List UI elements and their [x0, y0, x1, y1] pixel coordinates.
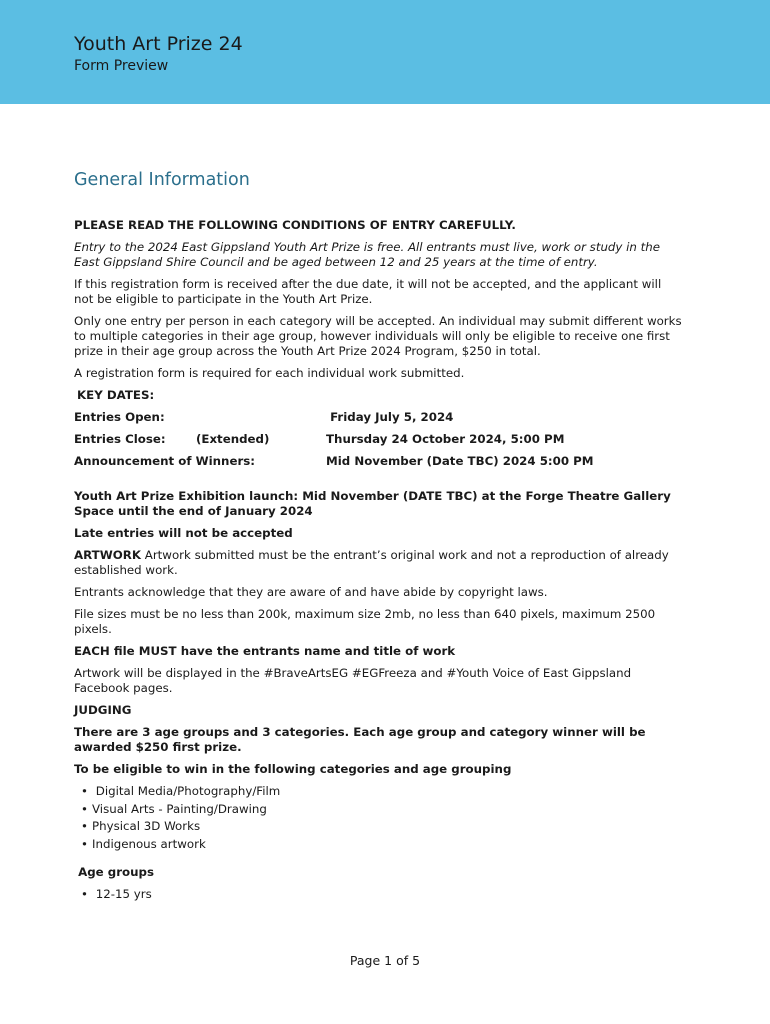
- exhibition-paragraph: Youth Art Prize Exhibition launch: Mid November (DATE TBC) at the Forge Theatre Gallery Space until the end of January 2024: [74, 489, 671, 518]
- page-number: Page 1 of 5: [349, 953, 421, 968]
- key-date-note: (Extended): [196, 432, 270, 446]
- artwork-label: ARTWORK: [74, 548, 141, 562]
- key-date-value: Thursday 24 October 2024, 5:00 PM: [326, 432, 565, 446]
- list-item: • Digital Media/Photography/Film: [92, 784, 684, 799]
- form-title: Youth Art Prize 24: [74, 33, 243, 55]
- key-date-value: Mid November (Date TBC) 2024 5:00 PM: [326, 454, 594, 468]
- judging-heading: JUDGING: [74, 703, 132, 717]
- artwork-text: Artwork submitted must be the entrant’s original work and not a reproduction of already established work.: [74, 548, 669, 577]
- file-size-paragraph: File sizes must be no less than 200k, maximum size 2mb, no less than 640 pixels, maximum 2500 pixels.: [74, 607, 656, 636]
- artwork-paragraph: [74, 548, 684, 578]
- form-subtitle: Form Preview: [74, 58, 169, 74]
- list-item: • Physical 3D Works: [92, 819, 684, 834]
- key-date-label: Announcement of Winners:: [74, 454, 256, 468]
- key-date-label: Entries Open:: [74, 410, 165, 424]
- one-entry-paragraph: Only one entry per person in each category will be accepted. An individual may submit different works to multiple categories in their age group, however individuals will only be eligible to receive one first prize in their age group across the Youth Art Prize 2024 Program, $250 in total.: [74, 314, 682, 358]
- conditions-intro: Entry to the 2024 East Gippsland Youth Art Prize is free. All entrants must live, work or study in the East Gippsland Shire Council and be aged between 12 and 25 years at the time of entry.: [74, 240, 661, 269]
- key-date-label: Entries Close:: [74, 432, 166, 446]
- key-date-value: Friday July 5, 2024: [326, 410, 454, 424]
- each-file-notice: EACH file MUST have the entrants name and title of work: [74, 644, 456, 658]
- copyright-paragraph: Entrants acknowledge that they are aware of and have abide by copyright laws.: [74, 585, 548, 599]
- form-content: [74, 168, 684, 915]
- display-paragraph: Artwork will be displayed in the #BraveArtsEG #EGFreeza and #Youth Voice of East Gippsland Facebook pages.: [74, 666, 632, 695]
- age-groups-heading: Age groups: [74, 864, 155, 879]
- late-entries-notice: Late entries will not be accepted: [74, 526, 293, 540]
- key-date-row: [74, 454, 684, 469]
- age-group-list: [74, 887, 684, 902]
- list-item: • Indigenous artwork: [92, 837, 684, 852]
- eligible-heading: To be eligible to win in the following categories and age grouping: [74, 762, 512, 776]
- key-date-note: [196, 410, 326, 425]
- key-date-row: [74, 432, 684, 447]
- key-date-row: [74, 410, 684, 425]
- late-form-paragraph: If this registration form is received after the due date, it will not be accepted, and the applicant will not be eligible to participate in the Youth Art Prize.: [74, 277, 662, 306]
- list-item: • Visual Arts - Painting/Drawing: [92, 802, 684, 817]
- category-list: [74, 784, 684, 852]
- key-dates-heading: KEY DATES:: [77, 388, 155, 402]
- form-header: [0, 0, 770, 104]
- conditions-heading: PLEASE READ THE FOLLOWING CONDITIONS OF ENTRY CAREFULLY.: [74, 218, 516, 232]
- list-item: • 12-15 yrs: [92, 887, 684, 902]
- section-heading: General Information: [74, 170, 250, 190]
- judging-groups-text: There are 3 age groups and 3 categories. Each age group and category winner will be awarded $250 first prize.: [74, 725, 646, 754]
- registration-paragraph: A registration form is required for each individual work submitted.: [74, 366, 465, 380]
